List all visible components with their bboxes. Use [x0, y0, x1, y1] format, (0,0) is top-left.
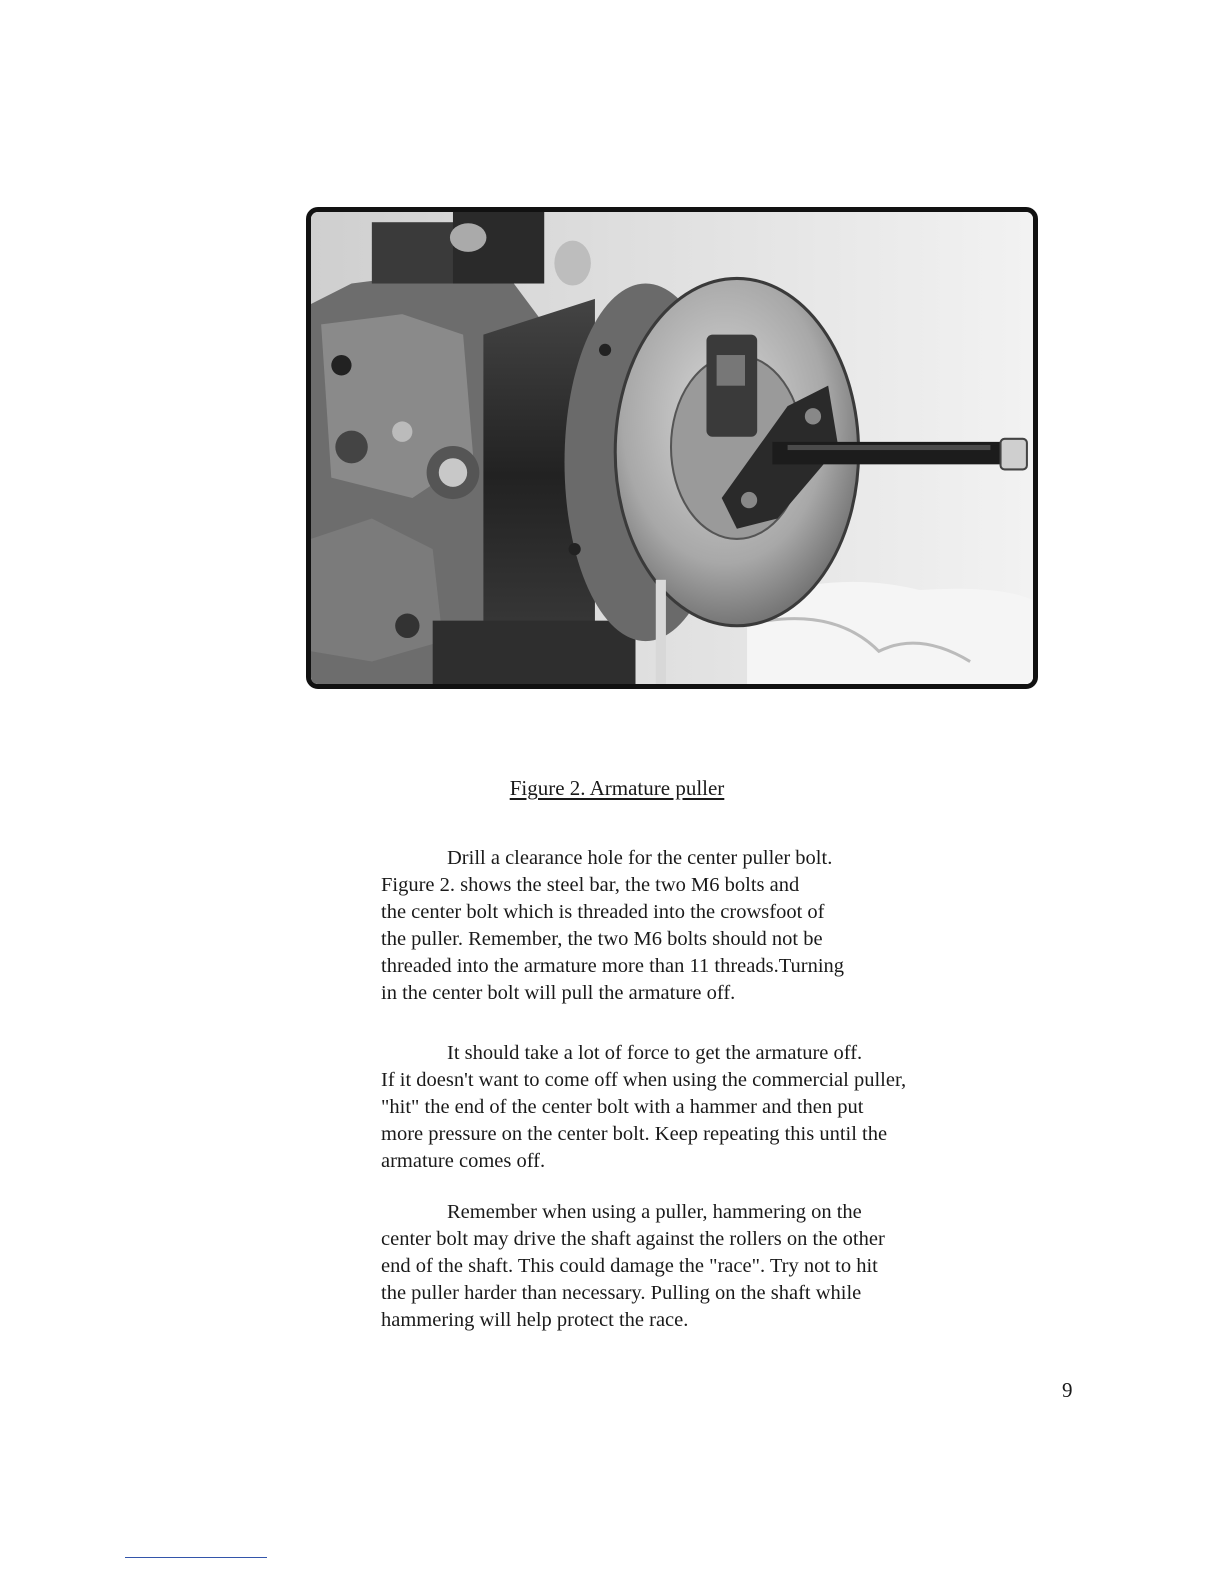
text-line: the puller harder than necessary. Pulling on the shaft while	[381, 1282, 862, 1304]
figure-caption: Figure 2. Armature puller	[509, 776, 725, 800]
text-line: in the center bolt will pull the armature off.	[381, 982, 736, 1004]
page-number: 9	[1062, 1378, 1073, 1402]
text-line: armature comes off.	[381, 1150, 546, 1172]
text-line: end of the shaft. This could damage the "race". Try not to hit	[381, 1255, 878, 1277]
paragraph-3	[381, 1199, 961, 1334]
paragraph-1	[381, 845, 961, 1007]
armature-puller-photo	[311, 212, 1033, 684]
text-line: Drill a clearance hole for the center puller bolt.	[447, 847, 833, 869]
text-line: threaded into the armature more than 11 threads.Turning	[381, 955, 845, 977]
text-line: "hit" the end of the center bolt with a hammer and then put	[381, 1096, 864, 1118]
text-line: center bolt may drive the shaft against the rollers on the other	[381, 1228, 885, 1250]
paragraph-2	[381, 1040, 961, 1175]
text-line: It should take a lot of force to get the armature off.	[447, 1042, 863, 1064]
figure-photo	[306, 207, 1038, 689]
text-line: Remember when using a puller, hammering on the	[447, 1201, 862, 1223]
text-line: more pressure on the center bolt. Keep repeating this until the	[381, 1123, 888, 1145]
text-line: If it doesn't want to come off when using the commercial puller,	[381, 1069, 907, 1091]
footnote-divider	[125, 1557, 267, 1558]
text-line: Figure 2. shows the steel bar, the two M6 bolts and	[381, 874, 800, 896]
text-line: the puller. Remember, the two M6 bolts should not be	[381, 928, 823, 950]
text-line: the center bolt which is threaded into the crowsfoot of	[381, 901, 825, 923]
text-line: hammering will help protect the race.	[381, 1309, 689, 1331]
